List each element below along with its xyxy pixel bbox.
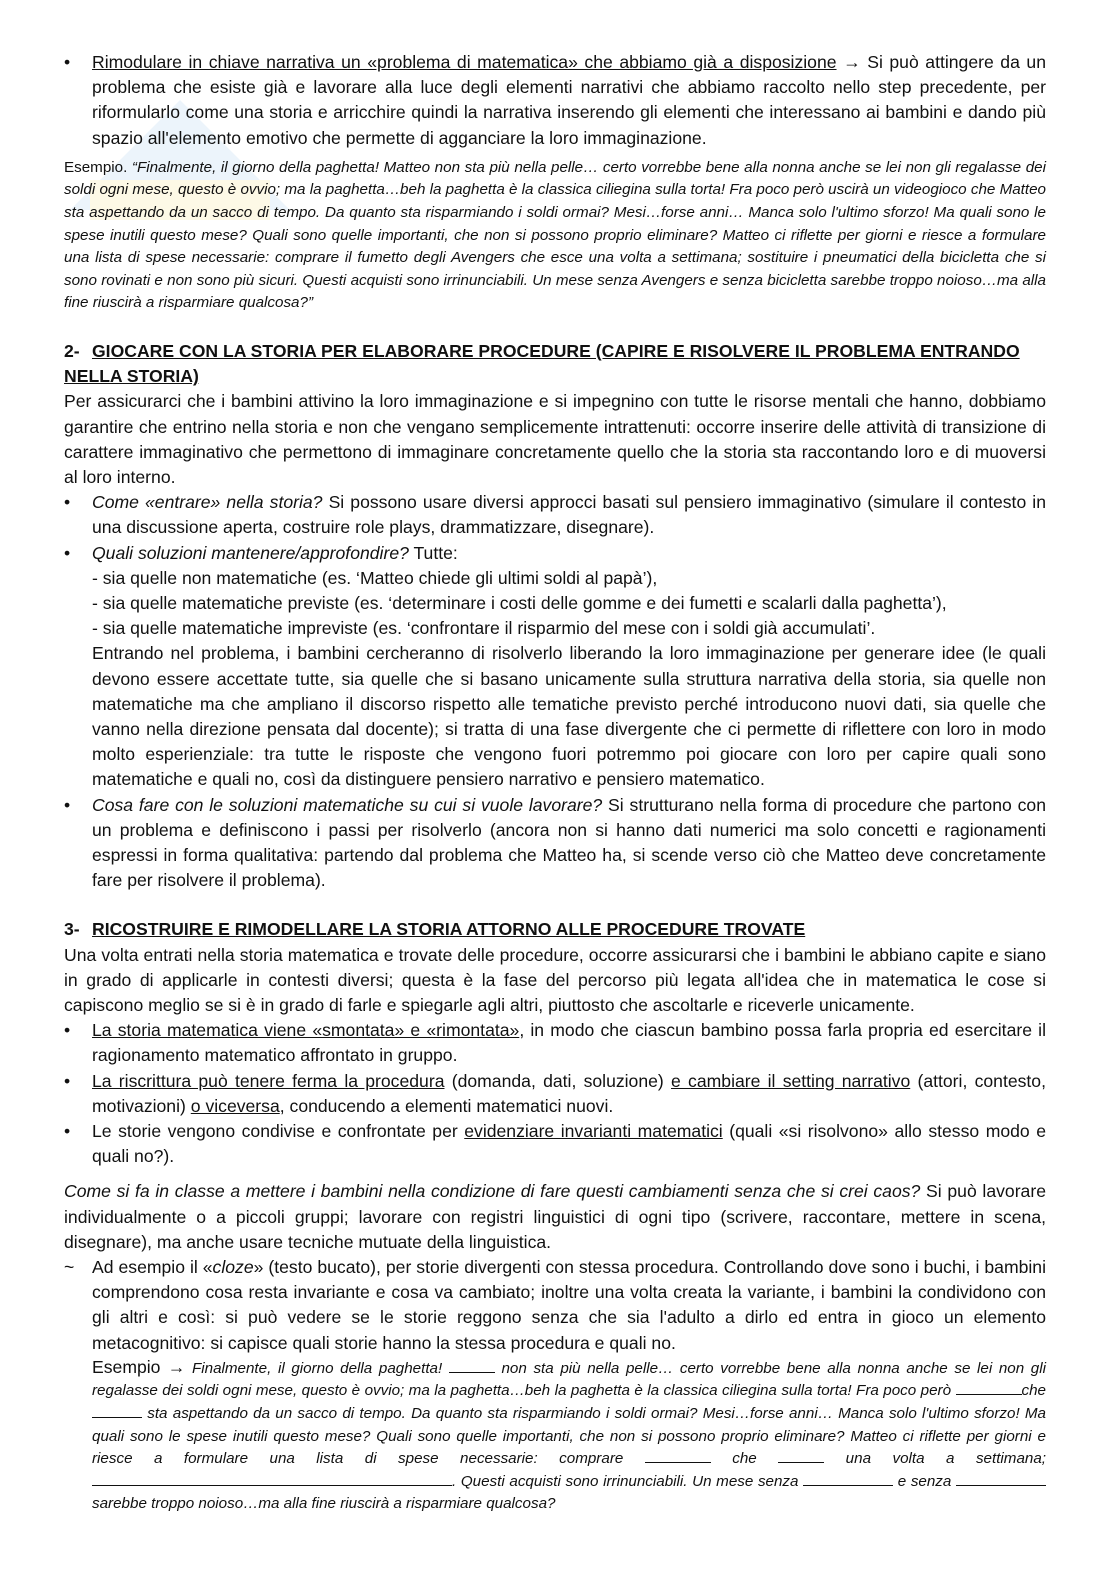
- tilde-mark: ~: [64, 1257, 75, 1278]
- section2-bullet-3-text: Si strutturano nella forma di procedure che partono con un problema e definiscono i passi per risolverlo (ancora non si hanno dati numerici ma solo concetti e ragionamenti espressi in forma qualitativa: partendo dal problema che Matteo ha, si scende verso ciò che Matteo deve concretamente fare per risolvere il problema).: [92, 794, 1046, 891]
- section2-bullet-2-paragraph: Entrando nel problema, i bambini cercheranno di risolverlo liberando la loro immaginazione per generare idee (le quali devono essere accettate tutte, sia quelle che si basano unicamente sulla struttura narrativa della storia, sia quelle non matematiche ma che ampliano il discorso rispetto alle tematiche previsto perché introducono nuovi dati, sia quelle che vanno nella direzione pensata dal docente); si tratta di una fase divergente che ci permette di riflettere con loro in modo molto esperienziale: tra tutte le risposte che vengono fuori potremmo poi giocare con loro per capire quali sono matematiche e quali no, così da distinguere pensiero narrativo e pensiero matematico.: [92, 643, 1046, 790]
- section3-bullet-2-t2: (attori, contesto, motivazioni): [92, 1070, 1046, 1116]
- cloze-ex-a: Finalmente, il giorno della paghetta!: [185, 1359, 449, 1377]
- section2-number: 2-: [64, 340, 80, 361]
- section3-bullet-2-u3: o viceversa: [190, 1095, 280, 1116]
- arrow-glyph: →: [843, 52, 861, 72]
- section3-bullet-2-t3: , conducendo a elementi matematici nuovi.: [279, 1095, 614, 1116]
- section3-bullet-3-t2: (quali «si risolvono» allo stesso modo e quali no?).: [92, 1121, 1046, 1167]
- section2-list-line-1: - sia quelle non matematiche (es. ‘Matteo chiede gli ultimi soldi al papà’),: [92, 567, 658, 588]
- example-label: Esempio.: [64, 158, 132, 176]
- cloze-ex-d: sta aspettando da un sacco di tempo. Da quanto sta risparmiando i soldi ormai? Mesi…forse anni… Manca solo l'ultimo sforzo! Ma quali sono le spese inutili questo mese? Quali sono quelle importanti, che non si possono proprio eliminare? Matteo ci riflette per giorni e riesce a formulare una lista di spese necessarie: comprare: [92, 1405, 1046, 1468]
- section2-heading: [64, 339, 1046, 389]
- example-text: “Finalmente, il giorno della paghetta! Matteo non sta più nella pelle… certo vorrebbe bene alla nonna anche se lei non gli regalasse dei soldi ogni mese, questo è ovvio; ma la paghetta…beh la paghetta è la classica ciliegina sulla torta! Fra poco però uscirà un videogioco che Matteo sta aspettando da un sacco di tempo. Da quanto sta risparmiando i soldi ormai? Mesi…forse anni… Manca solo l'ultimo sforzo! Ma quali sono le spese inutili questo mese? Quali sono quelle importanti, che non si possono proprio eliminare? Matteo ci riflette per giorni e riesce a formulare una lista di spese necessarie: comprare il fumetto degli Avengers che esce una volta a settimana; sostituire i pneumatici della bicicletta che si sono rovinati e non sono più sicuri. Questi acquisti sono irrinunciabili. Un mese senza Avengers e senza bicicletta sarebbe troppo noioso…ma alla fine riuscirà a risparmiare qualcosa?”: [64, 158, 1046, 312]
- section3-bullet-2: [64, 1069, 1046, 1119]
- cloze-word: cloze: [212, 1257, 254, 1278]
- section2-bullet-3-question: Cosa fare con le soluzioni matematiche su cui si vuole lavorare?: [92, 794, 603, 815]
- cloze-ex-b: non sta più nella pelle… certo vorrebbe bene alla nonna anche se lei non gli regalasse dei soldi ogni mese, questo è ovvio; ma la paghetta…beh la paghetta è la classica ciliegina sulla torta! Fra poco però: [92, 1359, 1047, 1400]
- section2-bullet-1: [64, 490, 1046, 540]
- blank-field: [645, 1448, 711, 1463]
- section3-bullet-2-u1: La riscrittura può tenere ferma la procedura: [92, 1070, 445, 1091]
- section3-title: RICOSTRUIRE E RIMODELLARE LA STORIA ATTORNO ALLE PROCEDURE TROVATE: [92, 919, 806, 940]
- cloze-ex-c: che: [1021, 1382, 1046, 1400]
- section2-paragraph: Per assicurarci che i bambini attivino la loro immaginazione e si impegnino con tutte le risorse mentali che hanno, dobbiamo garantire che entrino nella storia e non che vengano semplicemente intrattenuti: occorre inserire delle attività di transizione di carattere immaginativo che permettono di immaginare concretamente quello che la storia sta raccontando loro e di muoversi al loro interno.: [64, 391, 1046, 487]
- intro-bullet: [64, 50, 1046, 151]
- section3-bullet-2-t1: (domanda, dati, soluzione): [444, 1070, 672, 1091]
- bullet-dot: •: [64, 1020, 71, 1041]
- intro-bullet-text: Si può attingere da un problema che esiste già e lavorare alla luce degli elementi narrativi che abbiamo raccolto nello step precedente, per riformularlo come una storia e arricchire quindi la narrativa inserendo gli elementi che interessano ai bambini e dando più spazio all'elemento emotivo che permette di agganciare la loro immaginazione.: [92, 52, 1046, 148]
- section3-bullet-1: [64, 1018, 1046, 1068]
- section3-question: Come si fa in classe a mettere i bambini nella condizione di fare questi cambiamenti senza che si crei caos?: [64, 1181, 921, 1202]
- bullet-dot: •: [64, 794, 71, 815]
- cloze-ex-g: . Questi acquisti sono irrinunciabili. Un mese senza: [452, 1472, 804, 1490]
- bullet-dot: •: [64, 1121, 71, 1142]
- bullet-dot: •: [64, 52, 71, 72]
- blank-field: [449, 1358, 495, 1373]
- cloze-t2: » (testo bucato), per storie divergenti con stessa procedura. Controllando dove sono i buchi, i bambini comprendono cosa resta invariante e cosa va cambiato; inoltre una volta creata la variante, i bambini la condividono con gli altri e così: si può vedere se le storie reggono senza che sia l'adulto a dirlo ed entra in gioco un elemento metacognitivo: si capisce quali storie hanno la stessa procedura e quali no.: [92, 1257, 1046, 1353]
- blank-field: [956, 1380, 1022, 1395]
- section2-bullet-2-question: Quali soluzioni mantenere/approfondire?: [92, 542, 409, 563]
- cloze-ex-i: sarebbe troppo noioso…ma alla fine riuscirà a risparmiare qualcosa?: [92, 1495, 556, 1513]
- blank-field: [778, 1448, 824, 1463]
- section3-heading: [64, 917, 1046, 942]
- section2-bullet-2-text: Tutte:: [408, 542, 458, 563]
- section3-bullet-3-t1: Le storie vengono condivise e confrontate per: [92, 1121, 465, 1142]
- intro-bullet-link: Rimodulare in chiave narrativa un «problema di matematica» che abbiamo già a disposizione: [92, 52, 837, 72]
- section3-number: 3-: [64, 919, 80, 940]
- section2-bullet-1-question: Come «entrare» nella storia?: [92, 492, 323, 513]
- section3-question-paragraph: [64, 1179, 1046, 1255]
- cloze-ex-f: una volta a settimana;: [824, 1450, 1047, 1468]
- cloze-t1: Ad esempio il «: [92, 1257, 213, 1278]
- blank-field: [92, 1471, 452, 1486]
- document-page: [64, 50, 1046, 1516]
- section2-bullet-3: [64, 793, 1046, 894]
- section3-bullet-1-underlined: La storia matematica viene «smontata» e «rimontata»: [92, 1020, 520, 1041]
- blank-field: [956, 1471, 1046, 1486]
- blank-field: [803, 1471, 893, 1486]
- cloze-item: [64, 1255, 1046, 1356]
- section2-bullet-2: [64, 541, 1046, 793]
- intro-example: [64, 157, 1046, 315]
- section2-title: GIOCARE CON LA STORIA PER ELABORARE PROCEDURE (CAPIRE E RISOLVERE IL PROBLEMA ENTRANDO NELLA STORIA): [64, 340, 1020, 387]
- section3-bullet-2-u2: e cambiare il setting narrativo: [671, 1070, 911, 1091]
- bullet-dot: •: [64, 492, 71, 513]
- section3-paragraph: Una volta entrati nella storia matematica e trovate delle procedure, occorre assicurarsi che i bambini le abbiano capite e siano in grado di applicarle in contesti diversi; questa è la fase del percorso più legata all'idea che in matematica le cose si capiscono meglio se si è in grado di farle e spiegarle agli altri, piuttosto che ascoltarle e riceverle unicamente.: [64, 944, 1046, 1016]
- cloze-example: [64, 1356, 1046, 1516]
- section2-bullet-1-text: Si possono usare diversi approcci basati sul pensiero immaginativo (simulare il contesto in una discussione aperta, costruire role plays, drammatizzare, disegnare).: [92, 492, 1047, 538]
- section3-question-text: Si può lavorare individualmente o a piccoli gruppi; lavorare con registri linguistici di ogni tipo (scrivere, raccontare, mettere in scena, disegnare), ma anche usare tecniche mutuate della linguistica.: [64, 1181, 1046, 1252]
- section2-list-line-2: - sia quelle matematiche previste (es. ‘determinare i costi delle gomme e dei fumetti e scalarli dalla paghetta’),: [92, 593, 947, 613]
- cloze-ex-h: e senza: [893, 1472, 956, 1490]
- bullet-dot: •: [64, 542, 71, 563]
- bullet-dot: •: [64, 1070, 71, 1091]
- section2-list-line-3: - sia quelle matematiche impreviste (es. ‘confrontare il risparmio del mese con i soldi già accumulati’.: [92, 618, 876, 639]
- cloze-example-label: Esempio: [92, 1356, 168, 1377]
- blank-field: [92, 1403, 142, 1418]
- section3-bullet-1-text: , in modo che ciascun bambino possa farla propria ed esercitare il ragionamento matematico affrontato in gruppo.: [92, 1020, 1046, 1066]
- arrow-glyph: →: [167, 1356, 186, 1377]
- cloze-ex-e: che: [710, 1450, 779, 1468]
- section3-bullet-3-u: evidenziare invarianti matematici: [464, 1121, 723, 1142]
- section3-bullet-3: [64, 1119, 1046, 1169]
